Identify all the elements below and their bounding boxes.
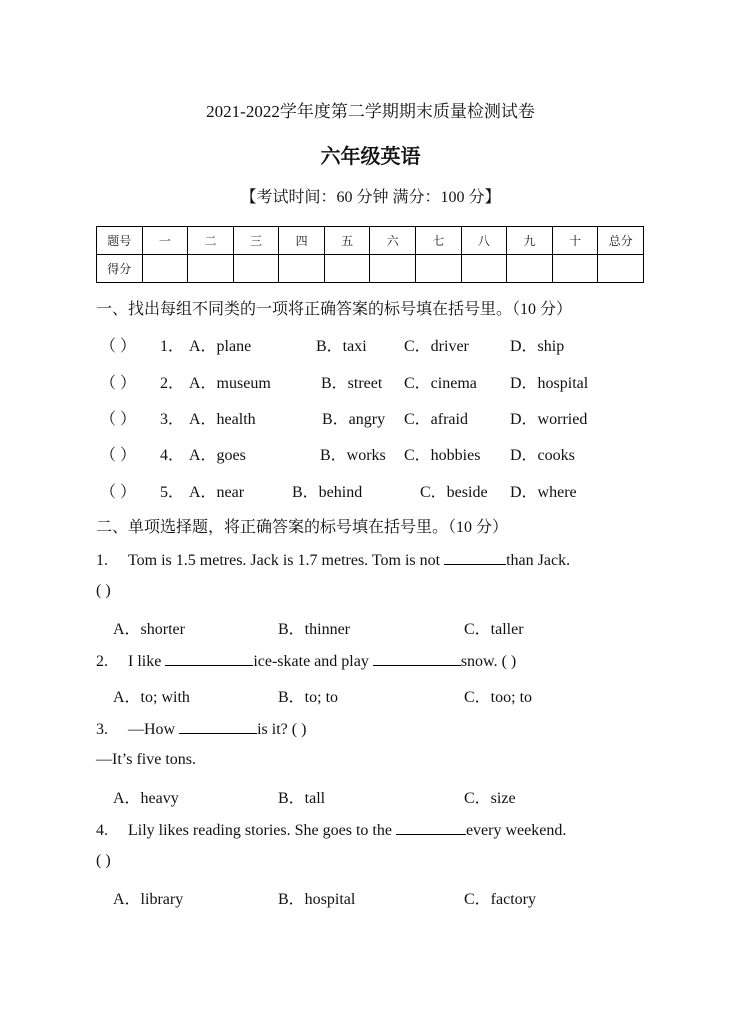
option-a: A．museum (189, 375, 271, 392)
option-c: C．afraid (404, 411, 468, 428)
section1-heading: 一、找出每组不同类的一项将正确答案的标号填在括号里。（10 分） (96, 301, 573, 318)
option-d: D．where (510, 484, 577, 501)
option-a: A．near (189, 484, 245, 501)
section2-heading: 二、单项选择题，将正确答案的标号填在括号里。（10 分） (96, 519, 509, 536)
answer-paren: （ ） (100, 411, 137, 428)
option-c: C．too; to (464, 689, 533, 706)
answer-blank (373, 651, 461, 666)
answer-paren: ( ) (96, 582, 111, 599)
option-a: A．health (189, 411, 256, 428)
option-a: A．goes (189, 447, 246, 464)
question-number: 4. (96, 822, 108, 839)
question-number: 3． (160, 411, 185, 428)
section2-question-3 (96, 719, 306, 739)
question-text: than Jack. (506, 552, 571, 569)
question-text: is it? ( ) (257, 721, 307, 738)
score-header-cell: 六 (370, 227, 416, 255)
option-b: B．street (321, 375, 383, 392)
question-number: 4． (160, 447, 185, 464)
question-number: 2． (160, 375, 185, 392)
question-text: —How (128, 721, 180, 738)
answer-paren: （ ） (100, 447, 137, 464)
score-cell (461, 255, 507, 283)
option-b: B．taxi (316, 338, 367, 355)
option-b: B．hospital (278, 891, 356, 908)
option-b: B．tall (278, 790, 326, 807)
question-number: 1. (96, 552, 108, 569)
score-header-cell: 二 (188, 227, 234, 255)
option-c: C．cinema (404, 375, 477, 392)
question-text: snow. ( ) (460, 653, 517, 670)
question-text: ice-skate and play (253, 653, 373, 670)
option-b: B．angry (322, 411, 386, 428)
answer-paren: （ ） (100, 338, 137, 355)
score-cell (188, 255, 234, 283)
question-text: every weekend. (465, 822, 567, 839)
section2-question-1 (96, 550, 570, 570)
option-d: D．cooks (510, 447, 575, 464)
option-b: B．to; to (278, 689, 339, 706)
section2-question-2 (96, 651, 516, 671)
option-d: D．worried (510, 411, 588, 428)
option-a: A．plane (189, 338, 252, 355)
score-header-cell: 九 (507, 227, 553, 255)
option-a: A．shorter (113, 621, 185, 638)
exam-info: 【考试时间：60 分钟 满分：100 分】 (240, 189, 501, 206)
answer-paren: ( ) (96, 852, 111, 869)
exam-title: 2021-2022学年度第二学期期末质量检测试卷 (206, 102, 535, 121)
question-text: I like (128, 653, 166, 670)
option-c: C．hobbies (404, 447, 481, 464)
answer-paren: （ ） (100, 375, 137, 392)
score-header-cell: 七 (416, 227, 462, 255)
question-text: —It’s five tons. (96, 751, 196, 768)
score-row-label: 得分 (97, 255, 143, 283)
question-text: Tom is 1.5 metres. Jack is 1.7 metres. Tom is not (128, 552, 445, 569)
option-a: A．to; with (113, 689, 190, 706)
answer-blank (396, 820, 466, 835)
question-number: 1． (160, 338, 185, 355)
option-c: C．factory (464, 891, 536, 908)
score-header-cell: 三 (233, 227, 279, 255)
answer-blank (179, 719, 257, 734)
question-text: Lily likes reading stories. She goes to the (128, 822, 396, 839)
score-header-cell: 五 (324, 227, 370, 255)
answer-paren: （ ） (100, 484, 137, 501)
section2-question-4 (96, 820, 566, 840)
option-b: B．works (320, 447, 386, 464)
score-cell (552, 255, 598, 283)
score-cell (416, 255, 462, 283)
score-header-cell: 八 (461, 227, 507, 255)
question-number: 3. (96, 721, 108, 738)
option-b: B．thinner (278, 621, 350, 638)
score-header-cell: 四 (279, 227, 325, 255)
score-cell (370, 255, 416, 283)
option-d: D．ship (510, 338, 565, 355)
option-b: B．behind (292, 484, 363, 501)
score-table-score-row (97, 255, 644, 283)
score-cell (142, 255, 188, 283)
score-header-cell: 一 (142, 227, 188, 255)
option-c: C．taller (464, 621, 524, 638)
option-c: C．beside (420, 484, 488, 501)
score-header-cell: 总分 (598, 227, 644, 255)
score-cell (279, 255, 325, 283)
option-c: C．size (464, 790, 516, 807)
option-c: C．driver (404, 338, 469, 355)
question-number: 5． (160, 484, 185, 501)
score-table (96, 226, 644, 283)
score-cell (507, 255, 553, 283)
score-cell (233, 255, 279, 283)
option-d: D．hospital (510, 375, 589, 392)
score-header-cell: 题号 (97, 227, 143, 255)
exam-subtitle: 六年级英语 (320, 146, 421, 168)
question-number: 2. (96, 653, 108, 670)
option-a: A．library (113, 891, 184, 908)
answer-blank (444, 550, 506, 565)
answer-blank (165, 651, 253, 666)
score-header-cell: 十 (552, 227, 598, 255)
score-cell (324, 255, 370, 283)
score-table-header-row (97, 227, 644, 255)
option-a: A．heavy (113, 790, 179, 807)
score-cell (598, 255, 644, 283)
